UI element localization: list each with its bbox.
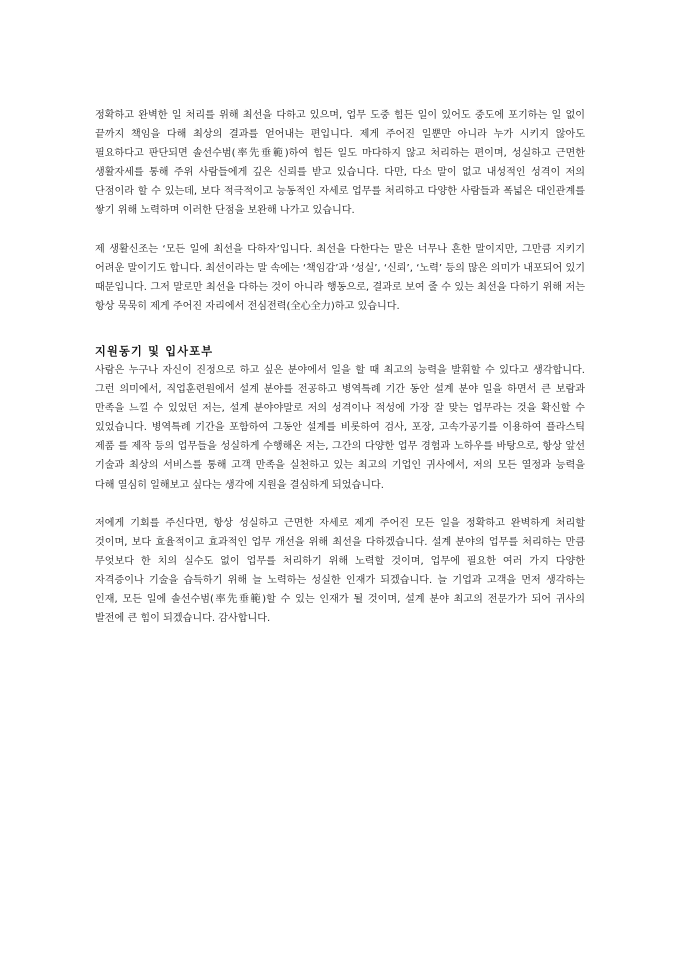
paragraph-aspirations: 저에게 기회를 주신다면, 항상 성실하고 근면한 자세로 제게 주어진 모든 일을 정확하고 완벽하게 처리할 것이며, 보다 효율적이고 효과적인 업무 개선을 위해 최선을 다하겠습니다. 설계 분야의 업무를 처리하는 만큼 무엇보다 한 치의 실수도 없이 업무를 처리하기 위해 노력할 것이며, 업무에 필요한 여러 가지 다양한 자격증이나 기술을 습득하기 위해 늘 노력하는 성실한 인재가 되겠습니다. 늘 기업과 고객을 먼저 생각하는 인재, 모든 일에 솔선수범(率先垂範)할 수 있는 인재가 될 것이며, 설계 분야 최고의 전문가가 되어 귀사의 발전에 큰 힘이 되겠습니다. 감사합니다. <box>95 517 585 625</box>
section-heading-motivation: 지원동기 및 입사포부 <box>95 344 214 358</box>
paragraph-life-motto: 제 생활신조는 ‘모든 일에 최선을 다하자’입니다. 최선을 다한다는 말은 너무나 흔한 말이지만, 그만큼 지키기 어려운 말이기도 합니다. 최선이라는 말 속에는 ‘책임감’과 ‘성실’, ‘신뢰’, ‘노력’ 등의 많은 의미가 내포되어 있기 때문입니다. 그저 말로만 최선을 다하는 것이 아니라 행동으로, 결과로 보여 줄 수 있는 최선을 다하기 위해 저는 항상 묵묵히 제게 주어진 자리에서 전심전력(全心全力)하고 있습니다. <box>95 243 585 312</box>
paragraph-gap <box>95 495 585 514</box>
paragraph-motivation: 사람은 누구나 자신이 진정으로 하고 싶은 분야에서 일을 할 때 최고의 능력을 발휘할 수 있다고 생각합니다. 그런 의미에서, 직업훈련원에서 설계 분야를 전공하고 병역특례 기간 동안 설계 분야 일을 하면서 큰 보람과 만족을 느낄 수 있었던 저는, 설계 분야야말로 저의 성격이나 적성에 가장 잘 맞는 업무라는 것을 확신할 수 있었습니다. 병역특례 기간을 포함하여 그동안 설계를 비롯하여 검사, 포장, 고속가공기를 이용하여 플라스틱 제품 를 제작 등의 업무들을 성실하게 수행해온 저는, 그간의 다양한 업무 경험과 노하우를 바탕으로, 항상 앞선 기술과 최상의 서비스를 통해 고객 만족을 실천하고 있는 최고의 기업인 귀사에서, 저의 모든 열정과 능력을 다해 열심히 일해보고 싶다는 생각에 지원을 결심하게 되었습니다. <box>95 364 585 491</box>
paragraph-strengths-weaknesses: 정확하고 완벽한 일 처리를 위해 최선을 다하고 있으며, 업무 도중 힘든 일이 있어도 중도에 포기하는 일 없이 끝까지 책임을 다해 최상의 결과를 얻어내는 편입니다. 제게 주어진 일뿐만 아니라 누가 시키지 않아도 필요하다고 판단되면 솔선수범(率先垂範)하여 힘든 일도 마다하지 않고 처리하는 편이며, 성실하고 근면한 생활자세를 통해 주위 사람들에게 깊은 신뢰를 받고 있습니다. 다만, 다소 말이 없고 내성적인 성격이 저의 단점이라 할 수 있는데, 보다 적극적이고 능동적인 자세로 업무를 처리하고 다양한 사람들과 폭넓은 대인관계를 쌓기 위해 노력하며 이러한 단점을 보완해 나가고 있습니다. <box>95 110 585 217</box>
document-page <box>95 106 585 628</box>
paragraph-gap <box>95 316 585 335</box>
paragraph-gap <box>95 221 585 240</box>
